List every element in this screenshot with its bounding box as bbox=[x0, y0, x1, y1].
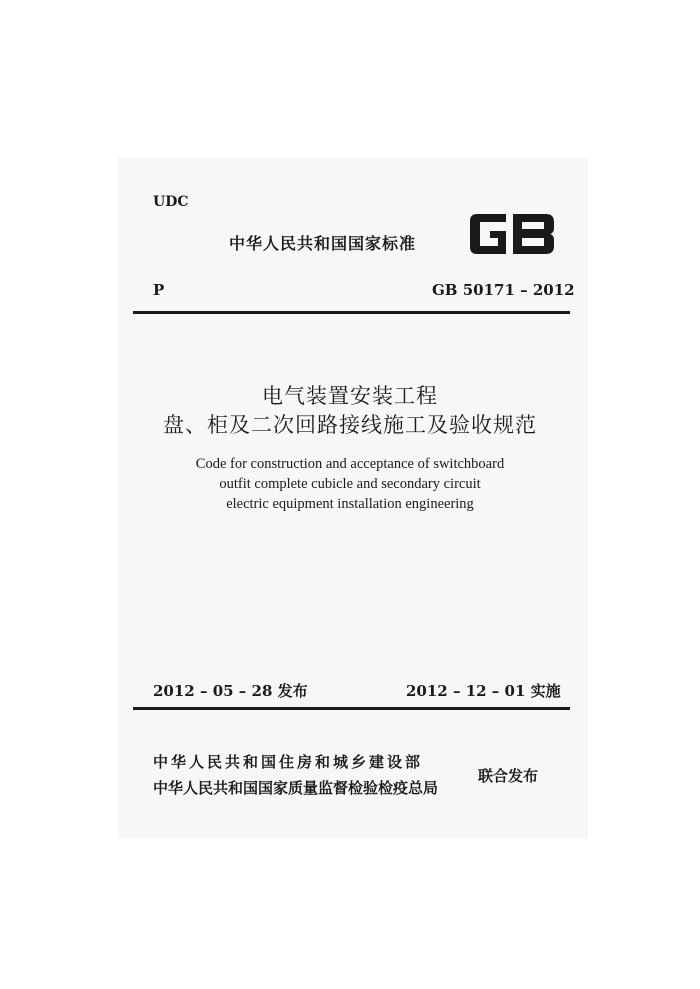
joint-release: 联合发布 bbox=[478, 767, 539, 785]
title-zh-line1: 电气装置安装工程 bbox=[262, 384, 438, 408]
title-en-line2: outfit complete cubicle and secondary circuit bbox=[219, 476, 481, 492]
gb-logo-icon bbox=[466, 211, 558, 257]
publisher-1: 中华人民共和国住房和城乡建设部 bbox=[153, 753, 424, 771]
implementation-date: 2012 – 12 – 01 实施 bbox=[406, 682, 561, 700]
divider-bottom bbox=[133, 707, 570, 710]
title-en-line3: electric equipment installation engineering bbox=[226, 496, 474, 512]
standard-number: GB 50171 – 2012 bbox=[432, 281, 575, 299]
title-en-line1: Code for construction and acceptance of switchboard bbox=[195, 456, 505, 472]
title-zh-line2: 盘、柜及二次回路接线施工及验收规范 bbox=[163, 413, 537, 437]
issue-date: 2012 – 05 – 28 发布 bbox=[153, 682, 308, 700]
divider-top bbox=[133, 311, 570, 314]
publisher-2: 中华人民共和国国家质量监督检验检疫总局 bbox=[153, 779, 439, 797]
udc-label: UDC bbox=[153, 194, 189, 210]
standard-type: 中华人民共和国国家标准 bbox=[229, 234, 417, 253]
classification-code: P bbox=[153, 281, 165, 299]
